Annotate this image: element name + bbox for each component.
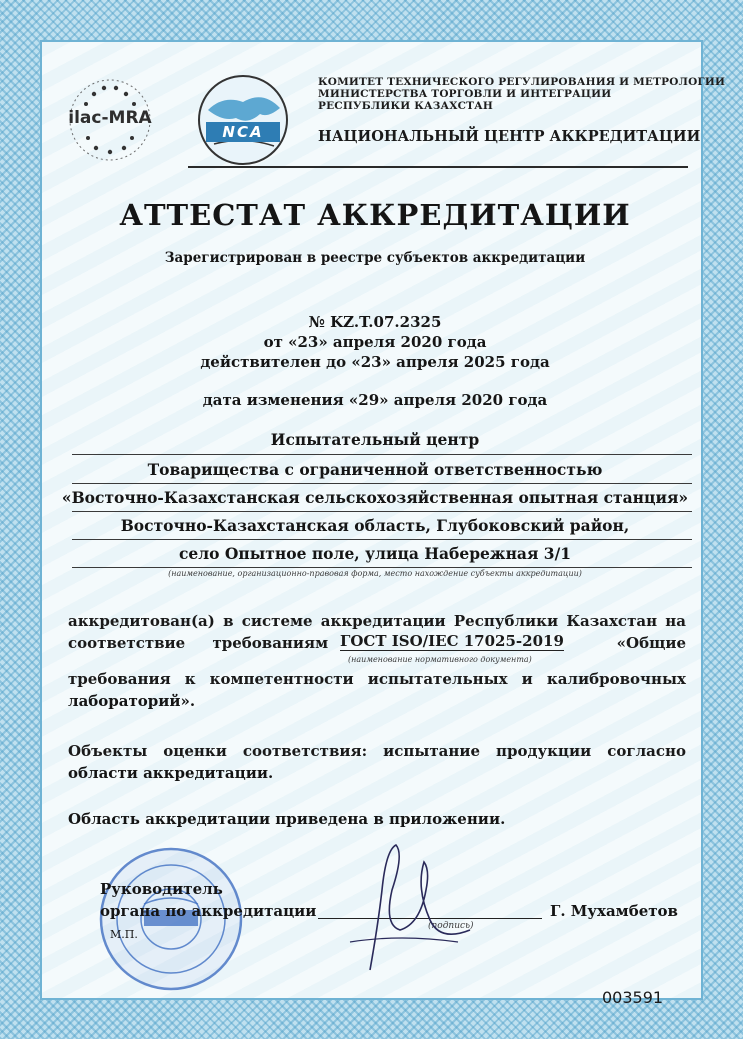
organization-line-2: Товарищества с ограниченной ответственностью: [147, 460, 603, 479]
rule-3: [72, 511, 692, 512]
rule-5: [72, 567, 692, 568]
signatory-name: Г. Мухамбетов: [550, 902, 678, 920]
certificate-title: АТТЕСТАТ АККРЕДИТАЦИИ: [119, 198, 631, 232]
organization-line-4: Восточно-Казахстанская область, Глубоковский район,: [120, 516, 630, 535]
organization-line-5: село Опытное поле, улица Набережная 3/1: [178, 544, 572, 563]
organization-line-3: «Восточно-Казахстанская сельскохозяйственная опытная станция»: [61, 488, 689, 507]
certificate-number: № KZ.T.07.2325: [308, 313, 442, 331]
handwritten-signature: [330, 830, 480, 980]
rule-1: [72, 454, 692, 455]
organization-line-1: Испытательный центр: [270, 430, 480, 449]
scope-line: Область аккредитации приведена в приложении.: [68, 810, 506, 828]
standard-note: (наименование нормативного документа): [348, 655, 532, 664]
rule-4: [72, 539, 692, 540]
certificate-date: от «23» апреля 2020 года: [263, 333, 487, 351]
serial-number: 003591: [602, 988, 664, 1007]
signature-note: (подпись): [428, 921, 474, 931]
nca-logo-text: NCA: [222, 123, 264, 141]
certificate-valid-until: действителен до «23» апреля 2025 года: [200, 353, 550, 371]
committee-line-1: КОМИТЕТ ТЕХНИЧЕСКОГО РЕГУЛИРОВАНИЯ И МЕТРОЛОГИИ: [318, 76, 726, 88]
requirements-suffix: «Общие: [616, 634, 686, 652]
requirements-prefix: соответствие требованиям: [68, 634, 329, 652]
certificate-change-date: дата изменения «29» апреля 2020 года: [202, 391, 548, 409]
accredited-line-2: [68, 632, 686, 654]
nca-logo: [188, 70, 298, 170]
standard-name: ГОСТ ISO/IEC 17025-2019: [340, 632, 564, 650]
signatory-role-line-1: Руководитель: [100, 880, 223, 898]
accredited-line-1: аккредитован(а) в системе аккредитации Республики Казахстан на: [68, 612, 686, 630]
objects-line-1: Объекты оценки соответствия: испытание продукции согласно: [68, 742, 686, 760]
organization-note: (наименование, организационно-правовая форма, место нахождение субъекты аккредитации): [168, 569, 582, 578]
stamp-place-mark: М.П.: [110, 928, 138, 941]
rule-2: [72, 483, 692, 484]
objects-line-2: области аккредитации.: [68, 764, 274, 782]
committee-line-3: РЕСПУБЛИКИ КАЗАХСТАН: [318, 100, 494, 112]
registered-subtitle: Зарегистрирован в реестре субъектов аккредитации: [164, 250, 586, 266]
committee-line-2: МИНИСТЕРСТВА ТОРГОВЛИ И ИНТЕГРАЦИИ: [318, 88, 612, 100]
ilac-logo-text: ilac-MRA: [68, 108, 152, 128]
accredited-line-4: лабораторий».: [68, 692, 196, 710]
accredited-line-3: требования к компетентности испытательных и калибровочных: [68, 670, 686, 688]
signatory-role-line-2: органа по аккредитации: [100, 902, 317, 920]
ilac-mra-logo: [64, 78, 156, 162]
national-center-name: НАЦИОНАЛЬНЫЙ ЦЕНТР АККРЕДИТАЦИИ: [318, 128, 701, 145]
header-divider: [188, 166, 688, 168]
